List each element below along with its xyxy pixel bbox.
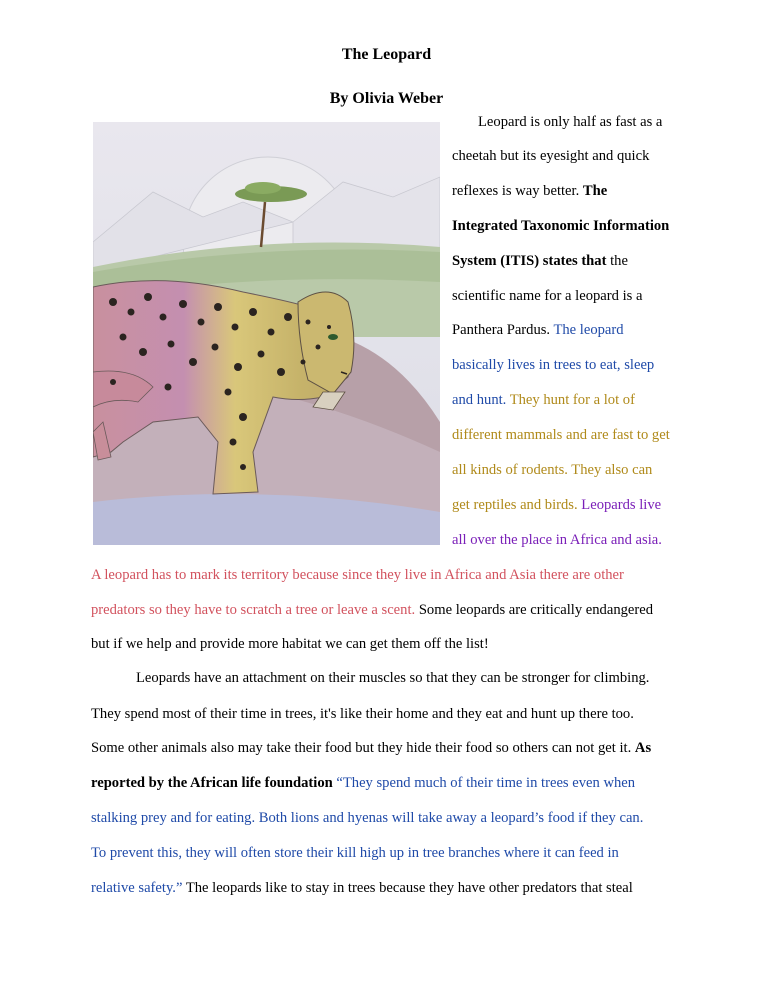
text-line (452, 495, 661, 515)
text-run: cheetah but its eyesight and quick (452, 148, 650, 164)
text-run: “They spend much of their time in trees even when (336, 775, 636, 791)
text-run: Leopards live (581, 497, 662, 513)
text-run: To prevent this, they will often store their kill high up in tree branches where it can feed in (91, 845, 619, 861)
leopard-drawing (93, 122, 440, 545)
text-line (452, 460, 652, 480)
text-run: all over the place in Africa and asia. (452, 532, 662, 548)
text-run: scientific name for a leopard is a (452, 288, 643, 304)
text-line (91, 565, 624, 585)
text-run: reflexes is way better. (452, 183, 583, 199)
text-run: and hunt. (452, 392, 510, 408)
text-line (91, 878, 633, 898)
text-line (452, 216, 669, 236)
text-run: Leopards have an attachment on their muscles so that they can be stronger for climbing. (136, 670, 650, 686)
text-run: get reptiles and birds. (452, 497, 582, 513)
text-run: Some other animals also may take their food but they hide their food so others can not get it. (91, 740, 635, 756)
text-line (91, 704, 634, 724)
text-run: The (582, 183, 608, 199)
text-line (91, 634, 489, 654)
text-line (91, 843, 619, 863)
text-line (452, 286, 642, 306)
text-line (452, 146, 649, 166)
text-run: Leopard is only half as fast as a (478, 114, 663, 130)
text-line (452, 251, 628, 271)
text-run: but if we help and provide more habitat we can get them off the list! (91, 636, 489, 652)
document-title: The Leopard (341, 46, 432, 63)
text-run: The leopards like to stay in trees because they have other predators that steal (185, 880, 633, 896)
text-line (478, 112, 662, 132)
text-run: predators so they have to scratch a tree or leave a scent. (91, 602, 419, 618)
text-run: Panthera Pardus. (452, 322, 554, 338)
text-line (91, 808, 643, 828)
text-run: System (ITIS) states that (452, 253, 607, 269)
text-run: relative safety.” (91, 880, 186, 896)
text-run: different mammals and are fast to get (452, 427, 670, 443)
text-line (91, 773, 635, 793)
text-run: Integrated Taxonomic Information (452, 218, 670, 234)
text-run: reported by the African life foundation (91, 775, 337, 791)
author-byline: By Olivia Weber (329, 90, 444, 107)
text-line (452, 530, 662, 550)
text-run: The leopard (553, 322, 624, 338)
text-run: basically lives in trees to eat, sleep (452, 357, 655, 373)
text-line (91, 600, 653, 620)
text-line (91, 738, 651, 758)
text-run: Some leopards are critically endangered (418, 602, 654, 618)
text-line (452, 355, 654, 375)
text-run: As (634, 740, 652, 756)
text-line (452, 425, 670, 445)
text-line (452, 390, 635, 410)
text-run: A leopard has to mark its territory because since they live in Africa and Asia there are other (91, 567, 624, 583)
text-line (136, 668, 649, 688)
text-run: stalking prey and for eating. Both lions and hyenas will take away a leopard’s food if they can. (91, 810, 644, 826)
text-line (452, 181, 607, 201)
text-run: the (606, 253, 628, 269)
text-run: They spend most of their time in trees, it's like their home and they eat and hunt up there too. (91, 706, 634, 722)
text-run: all kinds of rodents. They also can (452, 462, 653, 478)
text-line (452, 320, 624, 340)
text-run: They hunt for a lot of (509, 392, 635, 408)
